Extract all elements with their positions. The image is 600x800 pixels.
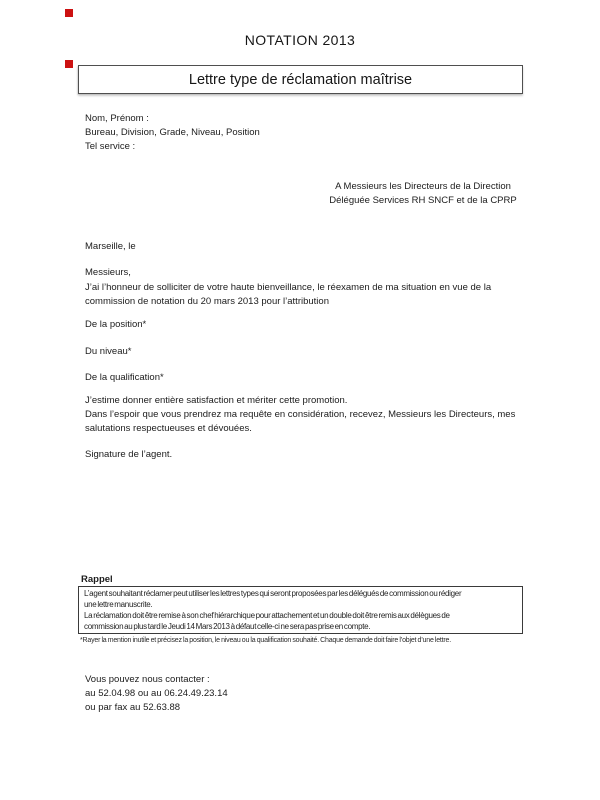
subtitle-text: Lettre type de réclamation maîtrise: [188, 71, 413, 88]
red-square-marker-top: [65, 9, 73, 17]
closing-line-3: salutations respectueuses et dévouées.: [85, 423, 252, 434]
sender-unit-line: Bureau, Division, Grade, Niveau, Position: [85, 127, 260, 138]
sender-name-line: Nom, Prénom :: [85, 113, 149, 124]
option-position-line: De la position*: [85, 319, 147, 330]
document-title: NOTATION 2013: [244, 32, 356, 48]
sender-block: [85, 112, 260, 154]
option-qualification-line: De la qualification*: [85, 372, 164, 383]
sender-phone-line: Tel service :: [85, 141, 136, 152]
rappel-box: [78, 586, 523, 634]
intro-line-1: J’ai l’honneur de solliciter de votre haute bienveillance, le réexamen de ma situation en vue de la: [85, 281, 492, 293]
recipient-block: [318, 180, 528, 207]
rappel-box-line-2: une lettre manuscrite.: [84, 600, 153, 609]
contact-line-3: ou par fax au 52.63.88: [85, 702, 181, 714]
rappel-box-line-4: commission au plus tard le Jeudi 14 Mars 2013 à défaut celle-ci ne sera pas prise en compte.: [84, 622, 371, 631]
contact-block: [85, 673, 228, 716]
closing-block: [85, 394, 515, 436]
closing-line-2: Dans l’espoir que vous prendrez ma requête en considération, recevez, Messieurs les Directeurs, mes: [85, 409, 516, 420]
place-date-line: Marseille, le: [85, 241, 136, 252]
subtitle-box: [78, 65, 523, 94]
salutation-line: Messieurs,: [85, 267, 131, 278]
closing-line-1: J’estime donner entière satisfaction et mériter cette promotion.: [85, 395, 348, 406]
salutation-intro-block: [85, 266, 491, 310]
red-square-marker-box: [65, 60, 73, 68]
signature-line: Signature de l’agent.: [85, 449, 173, 460]
option-level-line: Du niveau*: [85, 346, 132, 357]
rappel-box-line-3: La réclamation doit être remise à son chef hiérarchique pour attachement et un double doit être remis aux délègues de: [84, 611, 450, 620]
rappel-heading: Rappel: [81, 574, 113, 585]
footnote-line: *Rayer la mention inutile et précisez la position, le niveau ou la qualification souhaité. Chaque demande doit faire l’objet d’une lettre.: [80, 637, 451, 644]
contact-line-1: Vous pouvez nous contacter :: [85, 674, 210, 685]
recipient-line-1: A Messieurs les Directeurs de la Direction: [335, 181, 511, 192]
intro-line-2: commission de notation du 20 mars 2013 pour l’attribution: [85, 296, 329, 307]
contact-line-2: au 52.04.98 ou au 06.24.49.23.14: [85, 688, 228, 700]
recipient-line-2: Déléguée Services RH SNCF et de la CPRP: [329, 194, 517, 206]
rappel-box-line-1: L’agent souhaitant réclamer peut utiliser les lettres types qui seront proposées par les délégués de commission ou rédiger: [84, 589, 462, 598]
